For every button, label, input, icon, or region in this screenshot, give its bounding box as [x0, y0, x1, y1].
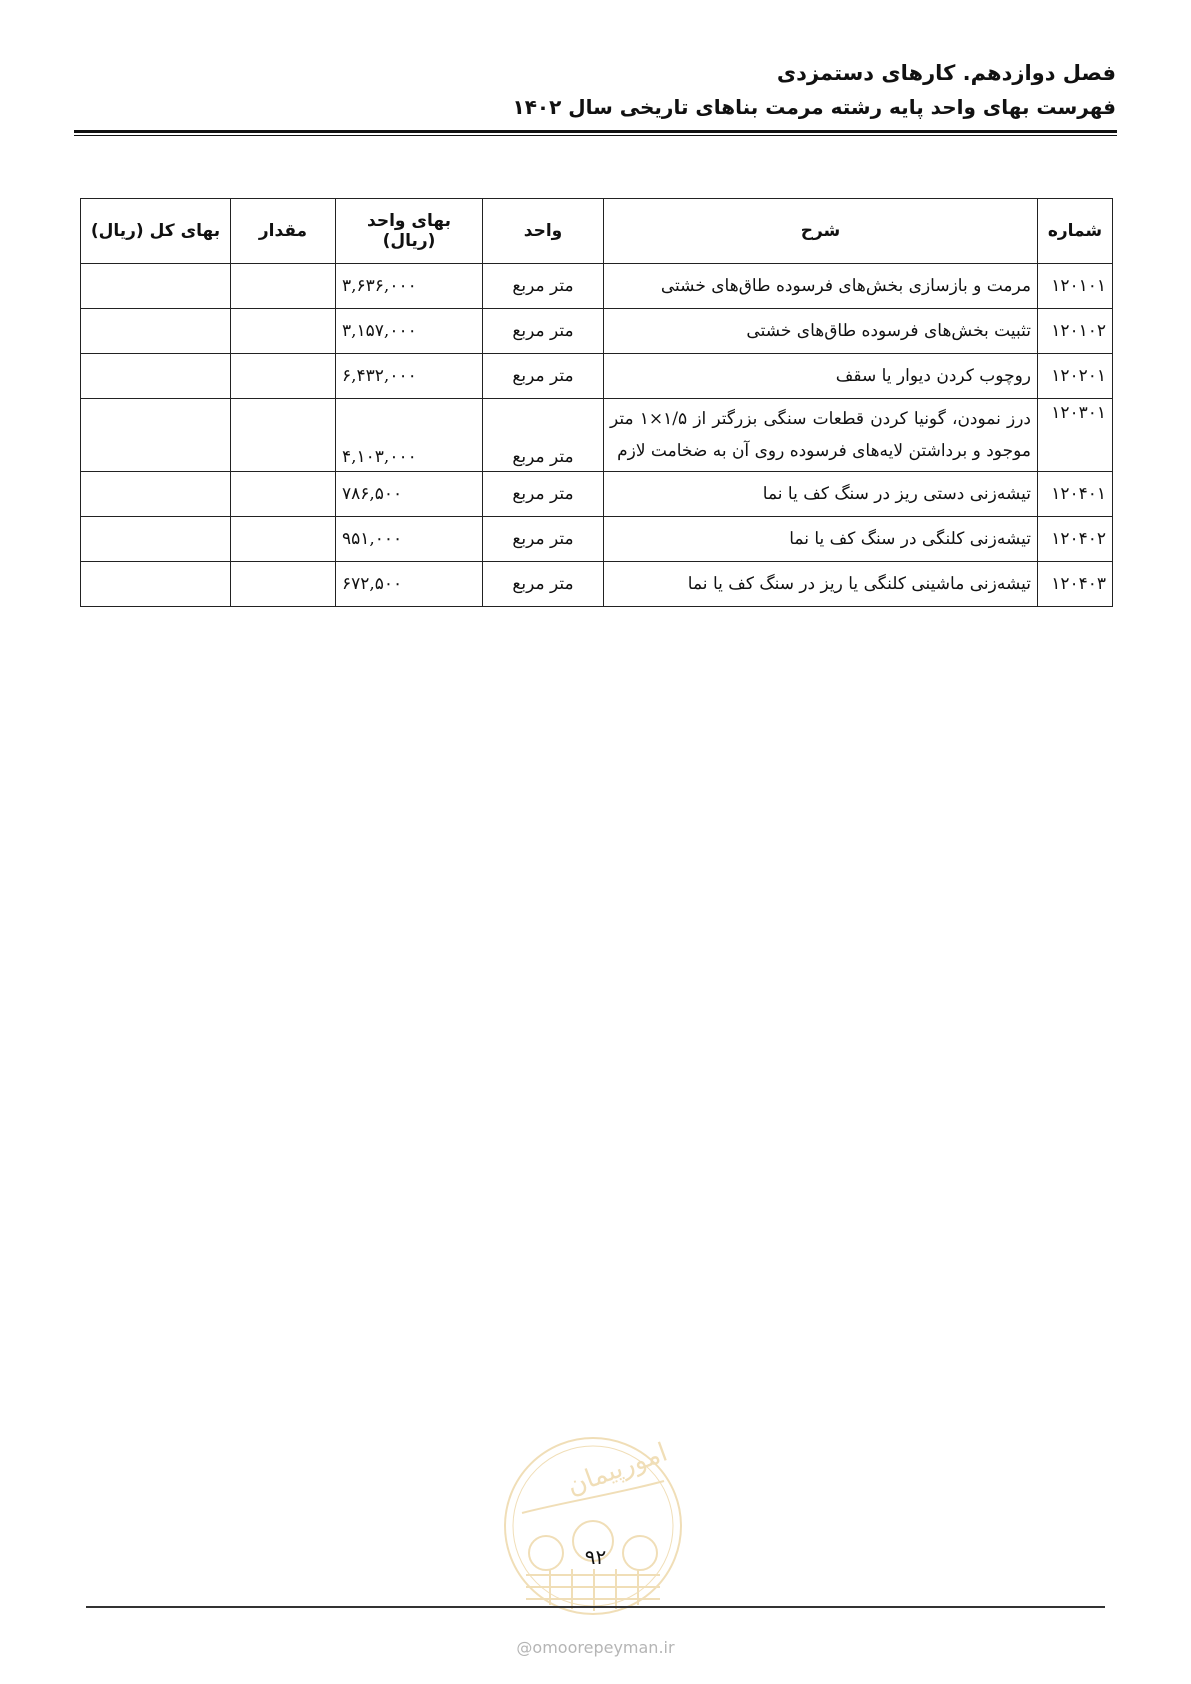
col-header-total-price: بهای کل (ریال) — [81, 199, 231, 264]
item-unit: متر مربع — [483, 309, 604, 354]
item-quantity — [231, 562, 336, 607]
item-unit: متر مربع — [483, 472, 604, 517]
item-total-price — [81, 354, 231, 399]
item-code: ۱۲۰۴۰۲ — [1038, 517, 1113, 562]
item-total-price — [81, 309, 231, 354]
header-rule-thin — [74, 135, 1117, 136]
table-row — [81, 354, 1113, 399]
chapter-title: فصل دوازدهم. کارهای دستمزدی — [776, 61, 1116, 85]
footer-rule — [86, 1606, 1105, 1608]
item-unit-price: ۶۷۲,۵۰۰ — [336, 562, 483, 607]
publisher-seal-logo — [500, 1433, 686, 1619]
table-row — [81, 309, 1113, 354]
website-watermark: @omoorepeyman.ir — [516, 1638, 675, 1657]
item-description: تثبیت بخش‌های فرسوده طاق‌های خشتی — [604, 309, 1038, 354]
item-description: روچوب کردن دیوار یا سقف — [604, 354, 1038, 399]
col-header-code: شماره — [1038, 199, 1113, 264]
item-quantity — [231, 517, 336, 562]
seal-text: امورپیمان — [563, 1437, 672, 1502]
table-header-row — [81, 199, 1113, 264]
item-unit-price: ۷۸۶,۵۰۰ — [336, 472, 483, 517]
item-total-price — [81, 472, 231, 517]
item-unit: متر مربع — [483, 399, 604, 472]
item-unit: متر مربع — [483, 264, 604, 309]
item-code: ۱۲۰۴۰۱ — [1038, 472, 1113, 517]
item-quantity — [231, 264, 336, 309]
table-row — [81, 399, 1113, 472]
price-table — [80, 198, 1113, 607]
item-unit-price: ۶,۴۳۲,۰۰۰ — [336, 354, 483, 399]
item-code: ۱۲۰۲۰۱ — [1038, 354, 1113, 399]
item-total-price — [81, 562, 231, 607]
item-quantity — [231, 399, 336, 472]
item-quantity — [231, 354, 336, 399]
item-description: درز نمودن، گونیا کردن قطعات سنگی بزرگتر از ۱/۵×۱ متر موجود و برداشتن لایه‌های فرسوده روی آن به ضخامت لازم — [604, 399, 1038, 472]
item-quantity — [231, 309, 336, 354]
page-header — [75, 58, 1116, 122]
header-rule-thick — [74, 130, 1117, 133]
col-header-unit-price: بهای واحد (ریال) — [336, 199, 483, 264]
item-description: تیشه‌زنی کلنگی در سنگ کف یا نما — [604, 517, 1038, 562]
table-row — [81, 562, 1113, 607]
item-quantity — [231, 472, 336, 517]
item-description: تیشه‌زنی ماشینی کلنگی یا ریز در سنگ کف یا نما — [604, 562, 1038, 607]
item-unit: متر مربع — [483, 517, 604, 562]
item-description: مرمت و بازسازی بخش‌های فرسوده طاق‌های خشتی — [604, 264, 1038, 309]
item-unit-price: ۳,۱۵۷,۰۰۰ — [336, 309, 483, 354]
item-unit-price: ۴,۱۰۳,۰۰۰ — [336, 399, 483, 472]
table-row — [81, 264, 1113, 309]
price-list-title: فهرست بهای واحد پایه رشته مرمت بناهای تاریخی سال ۱۴۰۲ — [512, 95, 1116, 119]
item-description: تیشه‌زنی دستی ریز در سنگ کف یا نما — [604, 472, 1038, 517]
item-total-price — [81, 517, 231, 562]
col-header-quantity: مقدار — [231, 199, 336, 264]
item-unit: متر مربع — [483, 562, 604, 607]
item-unit-price: ۹۵۱,۰۰۰ — [336, 517, 483, 562]
item-code: ۱۲۰۴۰۳ — [1038, 562, 1113, 607]
item-code: ۱۲۰۳۰۱ — [1038, 399, 1113, 472]
table-row — [81, 517, 1113, 562]
table-row — [81, 472, 1113, 517]
item-unit: متر مربع — [483, 354, 604, 399]
item-total-price — [81, 264, 231, 309]
col-header-unit: واحد — [483, 199, 604, 264]
item-code: ۱۲۰۱۰۲ — [1038, 309, 1113, 354]
item-unit-price: ۳,۶۳۶,۰۰۰ — [336, 264, 483, 309]
col-header-description: شرح — [604, 199, 1038, 264]
item-total-price — [81, 399, 231, 472]
page-number: ۹۲ — [584, 1545, 607, 1569]
item-code: ۱۲۰۱۰۱ — [1038, 264, 1113, 309]
